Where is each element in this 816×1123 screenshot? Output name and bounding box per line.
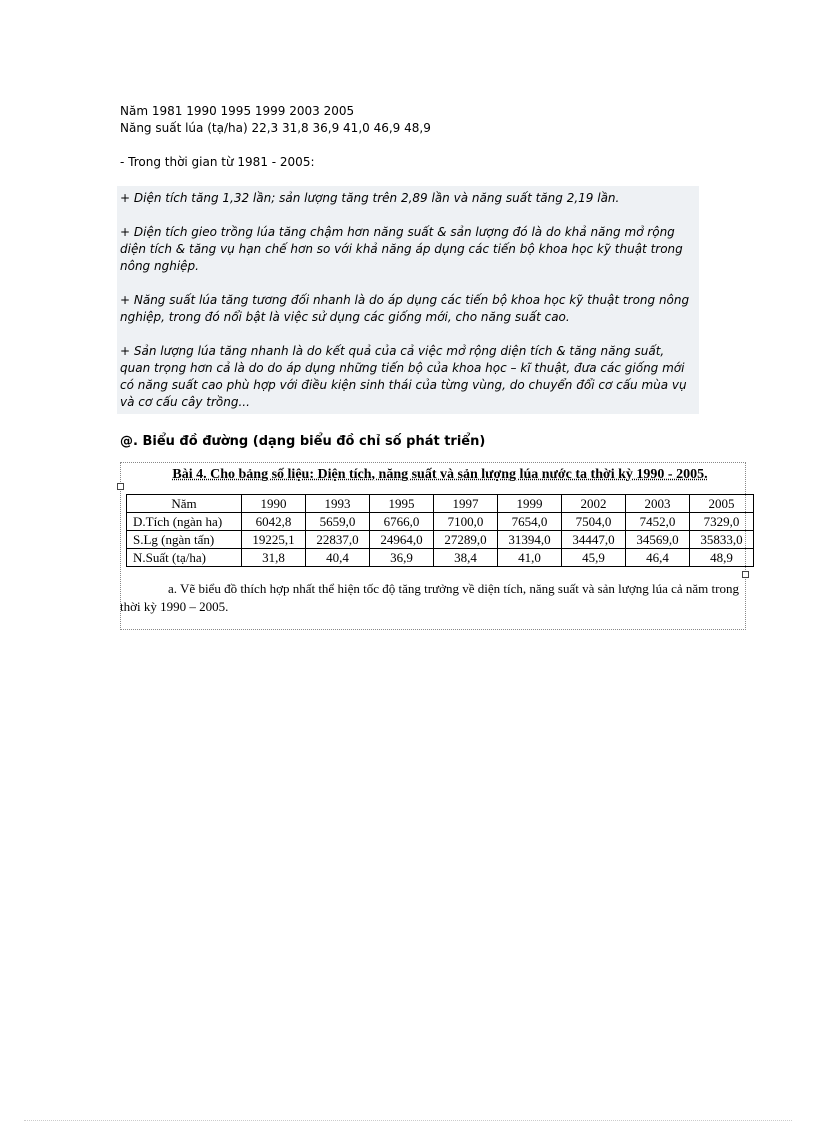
table-cell: 7329,0	[690, 513, 754, 531]
table-cell: 31394,0	[498, 531, 562, 549]
table-header-cell: 1995	[370, 495, 434, 513]
analysis-point-4: + Sản lượng lúa tăng nhanh là do kết quả của cả việc mở rộng diện tích & tăng năng suất, quan trọng hơn cả là do do áp dụng những tiến bộ của khoa học – kĩ thuật, đưa các giống mới có năng suất cao phù hợp với điều kiện sinh thái của từng vùng, do chuyển đổi cơ cấu mùa vụ và cơ cấu cây trồng...	[120, 344, 687, 409]
analysis-block	[117, 186, 699, 414]
table-header-cell: 1997	[434, 495, 498, 513]
table-cell: 7100,0	[434, 513, 498, 531]
table-cell: 22837,0	[306, 531, 370, 549]
table-cell: 7504,0	[562, 513, 626, 531]
table-cell: 5659,0	[306, 513, 370, 531]
table-cell: 35833,0	[690, 531, 754, 549]
resize-handle-left[interactable]	[117, 483, 124, 490]
rice-data-table	[126, 494, 754, 567]
table-row	[127, 513, 754, 531]
table-cell: 7452,0	[626, 513, 690, 531]
table-cell: 45,9	[562, 549, 626, 567]
table-cell: 24964,0	[370, 531, 434, 549]
table-cell: 27289,0	[434, 531, 498, 549]
table-cell: 34569,0	[626, 531, 690, 549]
table-cell: 46,4	[626, 549, 690, 567]
table-cell: 31,8	[242, 549, 306, 567]
table-header-cell: 1999	[498, 495, 562, 513]
intro-period-line: - Trong thời gian từ 1981 - 2005:	[120, 155, 315, 169]
section-heading: @. Biểu đồ đường (dạng biểu đồ chỉ số phát triển)	[120, 434, 486, 449]
exercise-question: a. Vẽ biểu đồ thích hợp nhất thể hiện tốc độ tăng trưởng về diện tích, năng suất và sản lượng lúa cả năm trong thời kỳ 1990 – 2005.	[120, 581, 739, 614]
table-header-cell: Năm	[127, 495, 242, 513]
table-row	[127, 549, 754, 567]
table-cell: 41,0	[498, 549, 562, 567]
resize-handle-right[interactable]	[742, 571, 749, 578]
table-cell: 19225,1	[242, 531, 306, 549]
table-row-label: D.Tích (ngàn ha)	[127, 513, 242, 531]
analysis-point-1: + Diện tích tăng 1,32 lần; sản lượng tăng trên 2,89 lần và năng suất tăng 2,19 lần.	[120, 191, 620, 205]
table-header-row	[127, 495, 754, 513]
table-cell: 36,9	[370, 549, 434, 567]
table-cell: 7654,0	[498, 513, 562, 531]
intro-yield-line: Năng suất lúa (tạ/ha) 22,3 31,8 36,9 41,0 46,9 48,9	[120, 121, 431, 135]
exercise-title: Bài 4. Cho bảng số liệu: Diện tích, năng suất và sản lượng lúa nước ta thời kỳ 1990 - 2005.	[172, 467, 708, 482]
page-bottom-divider	[24, 1120, 792, 1121]
intro-years-line: Năm 1981 1990 1995 1999 2003 2005	[120, 104, 355, 118]
table-cell: 34447,0	[562, 531, 626, 549]
table-header-cell: 2005	[690, 495, 754, 513]
table-header-cell: 2003	[626, 495, 690, 513]
table-row-label: N.Suất (tạ/ha)	[127, 549, 242, 567]
table-header-cell: 2002	[562, 495, 626, 513]
table-header-cell: 1990	[242, 495, 306, 513]
table-header-cell: 1993	[306, 495, 370, 513]
table-cell: 40,4	[306, 549, 370, 567]
table-row-label: S.Lg (ngàn tấn)	[127, 531, 242, 549]
table-cell: 6042,8	[242, 513, 306, 531]
table-row	[127, 531, 754, 549]
table-cell: 48,9	[690, 549, 754, 567]
table-cell: 38,4	[434, 549, 498, 567]
analysis-point-2: + Diện tích gieo trồng lúa tăng chậm hơn năng suất & sản lượng đó là do khả năng mở rộng diện tích & tăng vụ hạn chế hơn so với khả năng áp dụng các tiến bộ khoa học kỹ thuật trong nông nghiệp.	[120, 225, 683, 273]
table-cell: 6766,0	[370, 513, 434, 531]
analysis-point-3: + Năng suất lúa tăng tương đối nhanh là do áp dụng các tiến bộ khoa học kỹ thuật trong nông nghiệp, trong đó nổi bật là việc sử dụng các giống mới, cho năng suất cao.	[120, 293, 690, 324]
